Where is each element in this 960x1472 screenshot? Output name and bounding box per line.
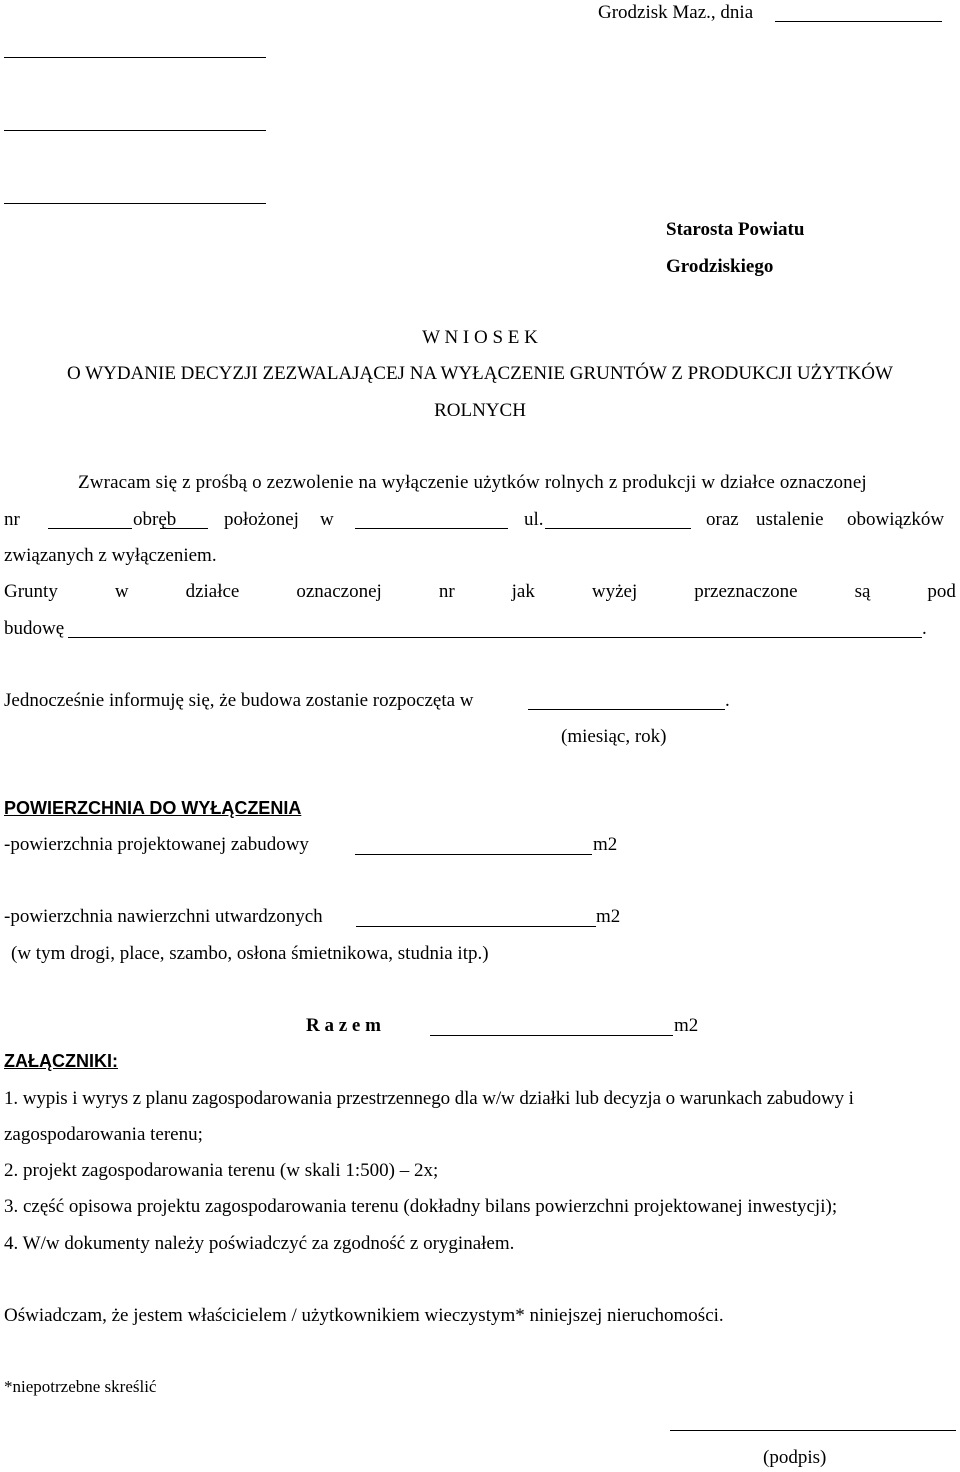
signature-field[interactable]: [670, 1430, 956, 1431]
request-line3: związanych z wyłączeniem.: [4, 545, 217, 566]
nr-label: nr: [4, 509, 20, 530]
street-field[interactable]: [545, 528, 691, 529]
purpose-word: działce: [185, 581, 240, 602]
purpose-word: w: [114, 581, 129, 602]
budowe-label: budowę: [4, 618, 65, 639]
area-row2-field[interactable]: [356, 926, 596, 927]
applicant-city-field[interactable]: [4, 203, 266, 204]
w-label: w: [320, 509, 334, 530]
ownership-declaration: Oświadczam, że jestem właścicielem / użytkownikiem wieczystym* niniejszej nieruchomości.: [4, 1305, 724, 1326]
attachment-item-3: 3. część opisowa projektu zagospodarowania terenu (dokładny bilans powierzchni projektowanej inwestycji);: [4, 1196, 838, 1217]
start-date-field[interactable]: [528, 709, 725, 710]
place-date-label: Grodzisk Maz., dnia: [598, 2, 754, 23]
attachment-item-1a: 1. wypis i wyrys z planu zagospodarowania przestrzennego dla w/w działki lub decyzja o warunkach zabudowy i: [4, 1088, 854, 1109]
location-field[interactable]: [355, 528, 508, 529]
applicant-name-field[interactable]: [4, 57, 266, 58]
purpose-word: przeznaczone: [694, 581, 798, 602]
subtitle-line1: O WYDANIE DECYZJI ZEZWALAJĄCEJ NA WYŁĄCZENIE GRUNTÓW Z PRODUKCJI UŻYTKÓW: [67, 363, 893, 384]
purpose-word: jak: [511, 581, 535, 602]
recipient-line2: Grodziskiego: [666, 256, 774, 277]
polozonej-label: położonej: [224, 509, 299, 530]
area-row2-label: -powierzchnia nawierzchni utwardzonych: [4, 906, 323, 927]
obreb-field[interactable]: [160, 528, 208, 529]
start-date-dot: .: [725, 690, 730, 711]
start-date-text: Jednocześnie informuję się, że budowa zostanie rozpoczęta w: [4, 690, 474, 711]
purpose-word: oznaczonej: [296, 581, 382, 602]
purpose-line1: [4, 581, 956, 603]
attachment-item-4: 4. W/w dokumenty należy poświadczyć za zgodność z oryginałem.: [4, 1233, 515, 1254]
recipient-line1: Starosta Powiatu: [666, 219, 805, 240]
total-label: R a z e m: [306, 1015, 381, 1036]
purpose-word: wyżej: [591, 581, 638, 602]
area-row1-unit: m2: [593, 834, 618, 855]
total-unit: m2: [674, 1015, 699, 1036]
start-date-hint: (miesiąc, rok): [561, 726, 667, 747]
ustalenie-label: ustalenie: [756, 509, 824, 530]
purpose-word: Grunty: [4, 581, 58, 602]
area-heading: POWIERZCHNIA DO WYŁĄCZENIA: [4, 798, 302, 818]
ul-label: ul.: [524, 509, 544, 530]
attachments-heading: ZAŁĄCZNIKI:: [4, 1051, 118, 1071]
footnote: *niepotrzebne skreślić: [4, 1377, 157, 1396]
purpose-word: nr: [438, 581, 455, 602]
plot-number-field[interactable]: [48, 528, 132, 529]
purpose-word: pod: [927, 581, 956, 602]
attachment-item-1b: zagospodarowania terenu;: [4, 1124, 203, 1145]
subtitle-line2: ROLNYCH: [434, 400, 526, 421]
obowiazkow-label: obowiązków: [847, 509, 945, 530]
oraz-label: oraz: [706, 509, 739, 530]
obreb-label: obręb: [133, 509, 177, 530]
applicant-address-field[interactable]: [4, 130, 266, 131]
attachment-item-2: 2. projekt zagospodarowania terenu (w skali 1:500) – 2x;: [4, 1160, 439, 1181]
area-row1-label: -powierzchnia projektowanej zabudowy: [4, 834, 309, 855]
date-field[interactable]: [775, 21, 942, 22]
purpose-word: są: [854, 581, 871, 602]
area-row1-field[interactable]: [355, 854, 592, 855]
area-row2-unit: m2: [596, 906, 621, 927]
title: W N I O S E K: [422, 327, 538, 348]
place-date: [598, 2, 753, 24]
request-line1: Zwracam się z prośbą o zezwolenie na wyłączenie użytków rolnych z produkcji w działce oznaczonej: [78, 472, 867, 493]
budowe-dot: .: [922, 618, 927, 639]
signature-label: (podpis): [763, 1447, 827, 1468]
area-row2-note: (w tym drogi, place, szambo, osłona śmietnikowa, studnia itp.): [11, 943, 489, 964]
building-purpose-field[interactable]: [68, 637, 922, 638]
total-field[interactable]: [430, 1035, 673, 1036]
